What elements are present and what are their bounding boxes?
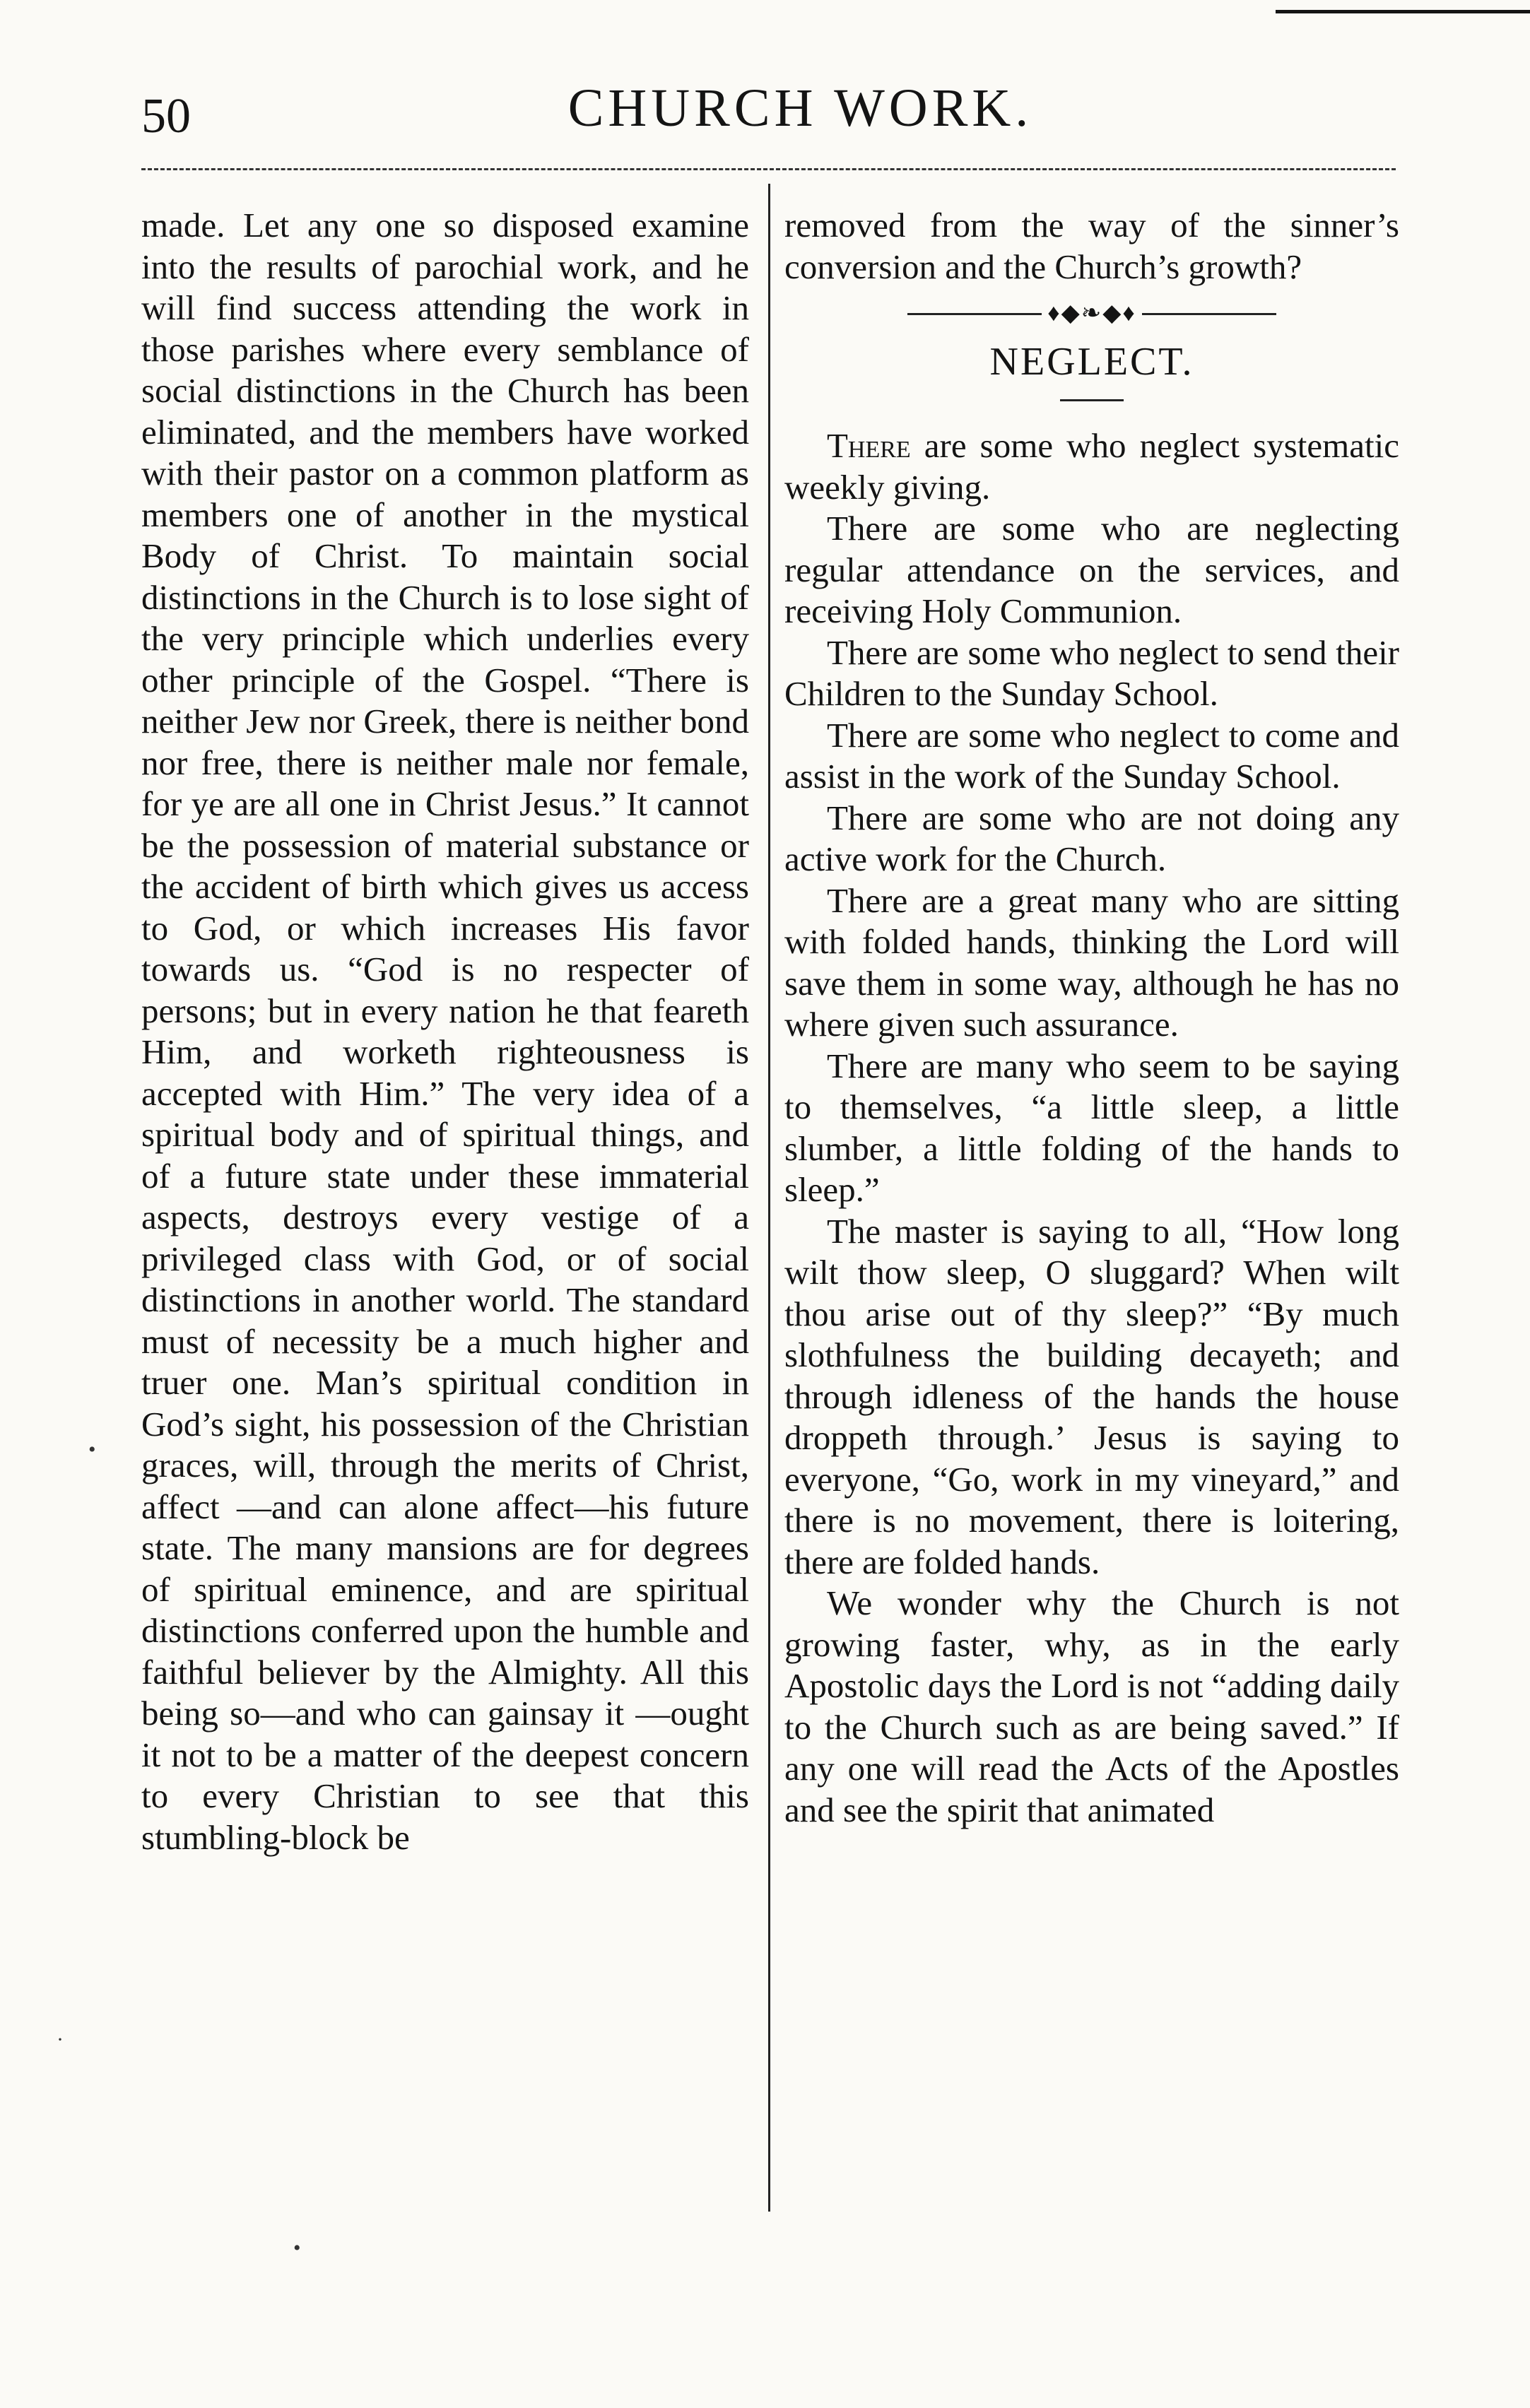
neglect-paragraph-6: There are a great many who are sitting with folded hands, thinking the Lord will save them in some way, although he has no where given such assurance. (784, 880, 1399, 1044)
column-divider (768, 184, 770, 2212)
neglect-paragraph-8: The master is saying to all, “How long wilt thow sleep, O sluggard? When wilt thou arise out of thy sleep?” “By much slothfulness the building decayeth; and through idleness of the hands the house droppeth through.’ Jesus is saying to everyone, “Go, work in my vineyard,” and there is no movement, there is loitering, there are folded hands. (784, 1211, 1399, 1581)
right-column (784, 205, 1399, 1831)
drop-word: There (827, 426, 911, 465)
neglect-paragraph-2: There are some who are neglecting regular attendance on the services, and receiving Holy Communion. (784, 509, 1399, 630)
running-head: CHURCH WORK. (567, 78, 1033, 138)
top-edge-rule (1276, 10, 1530, 13)
section-title: NEGLECT. (989, 340, 1194, 384)
neglect-paragraph-5: There are some who are not doing any active work for the Church. (784, 798, 1399, 878)
neglect-paragraph-7: There are many who seem to be saying to themselves, “a little sleep, a little slumber, a little folding of the hands to sleep.” (784, 1046, 1399, 1209)
neglect-paragraph-1 (784, 425, 1399, 508)
left-column (141, 205, 749, 1858)
margin-mark: • (293, 2236, 301, 2260)
section-ornament (784, 300, 1399, 326)
header-rule (141, 168, 1396, 170)
page-number: 50 (141, 89, 191, 143)
page-header (0, 78, 1530, 163)
left-column-text: made. Let any one so disposed examine into the results of parochial work, and he will find success attending the work in those parishes where every semblance of social distinctions in the Church has been eliminated, and the members have worked with their pastor on a common platform as members one of another in the mystical Body of Christ. To maintain social distinctions in the Church is to lose sight of the very principle which underlies every other principle of the Gospel. “There is neither Jew nor Greek, there is neither bond nor free, there is neither male nor female, for ye are all one in Christ Jesus.” It cannot be the possession of material substance or the accident of birth which gives us access to God, or which increases His favor towards us. “God is no respecter of persons; but in every nation he that feareth Him, and worketh righteousness is accepted with Him.” The very idea of a spiritual body and of spiritual things, and of a future state under these immaterial aspects, destroys every vestige of a privileged class with God, or of social distinctions in another world. The standard must of necessity be a much higher and truer one. Man’s spiritual condition in God’s sight, his possession of the Christian graces, will, through the merits of Christ, affect —and can alone affect—his future state. The many mansions are for degrees of spiritual eminence, and are spiritual distinctions conferred upon the humble and faithful believer by the Almighty. All this being so—and who can gainsay it —ought it not to be a matter of the deepest concern to every Christian to see that this stumbling-block be (141, 206, 749, 1857)
ornament-line-left (907, 313, 1042, 315)
neglect-paragraph-4: There are some who neglect to come and assist in the work of the Sunday School. (784, 715, 1399, 796)
ornament-glyph: ♦◆❧◆♦ (1047, 300, 1136, 326)
neglect-paragraph-1-rest: are some who neglect systematic weekly giving. (784, 426, 1399, 507)
ornament-line-right (1142, 313, 1276, 315)
margin-mark: • (88, 1438, 96, 1461)
neglect-paragraph-9: We wonder why the Church is not growing faster, why, as in the early Apostolic days the Lord is not “adding daily to the Church such as are being saved.” If any one will read the Acts of the Apostles and see the spirit that animated (784, 1583, 1399, 1829)
neglect-paragraph-3: There are some who neglect to send their Children to the Sunday School. (784, 632, 1399, 713)
margin-mark: · (57, 2028, 64, 2051)
continuation-text: removed from the way of the sinner’s conversion and the Church’s growth? (784, 206, 1399, 286)
title-rule (1060, 399, 1124, 401)
